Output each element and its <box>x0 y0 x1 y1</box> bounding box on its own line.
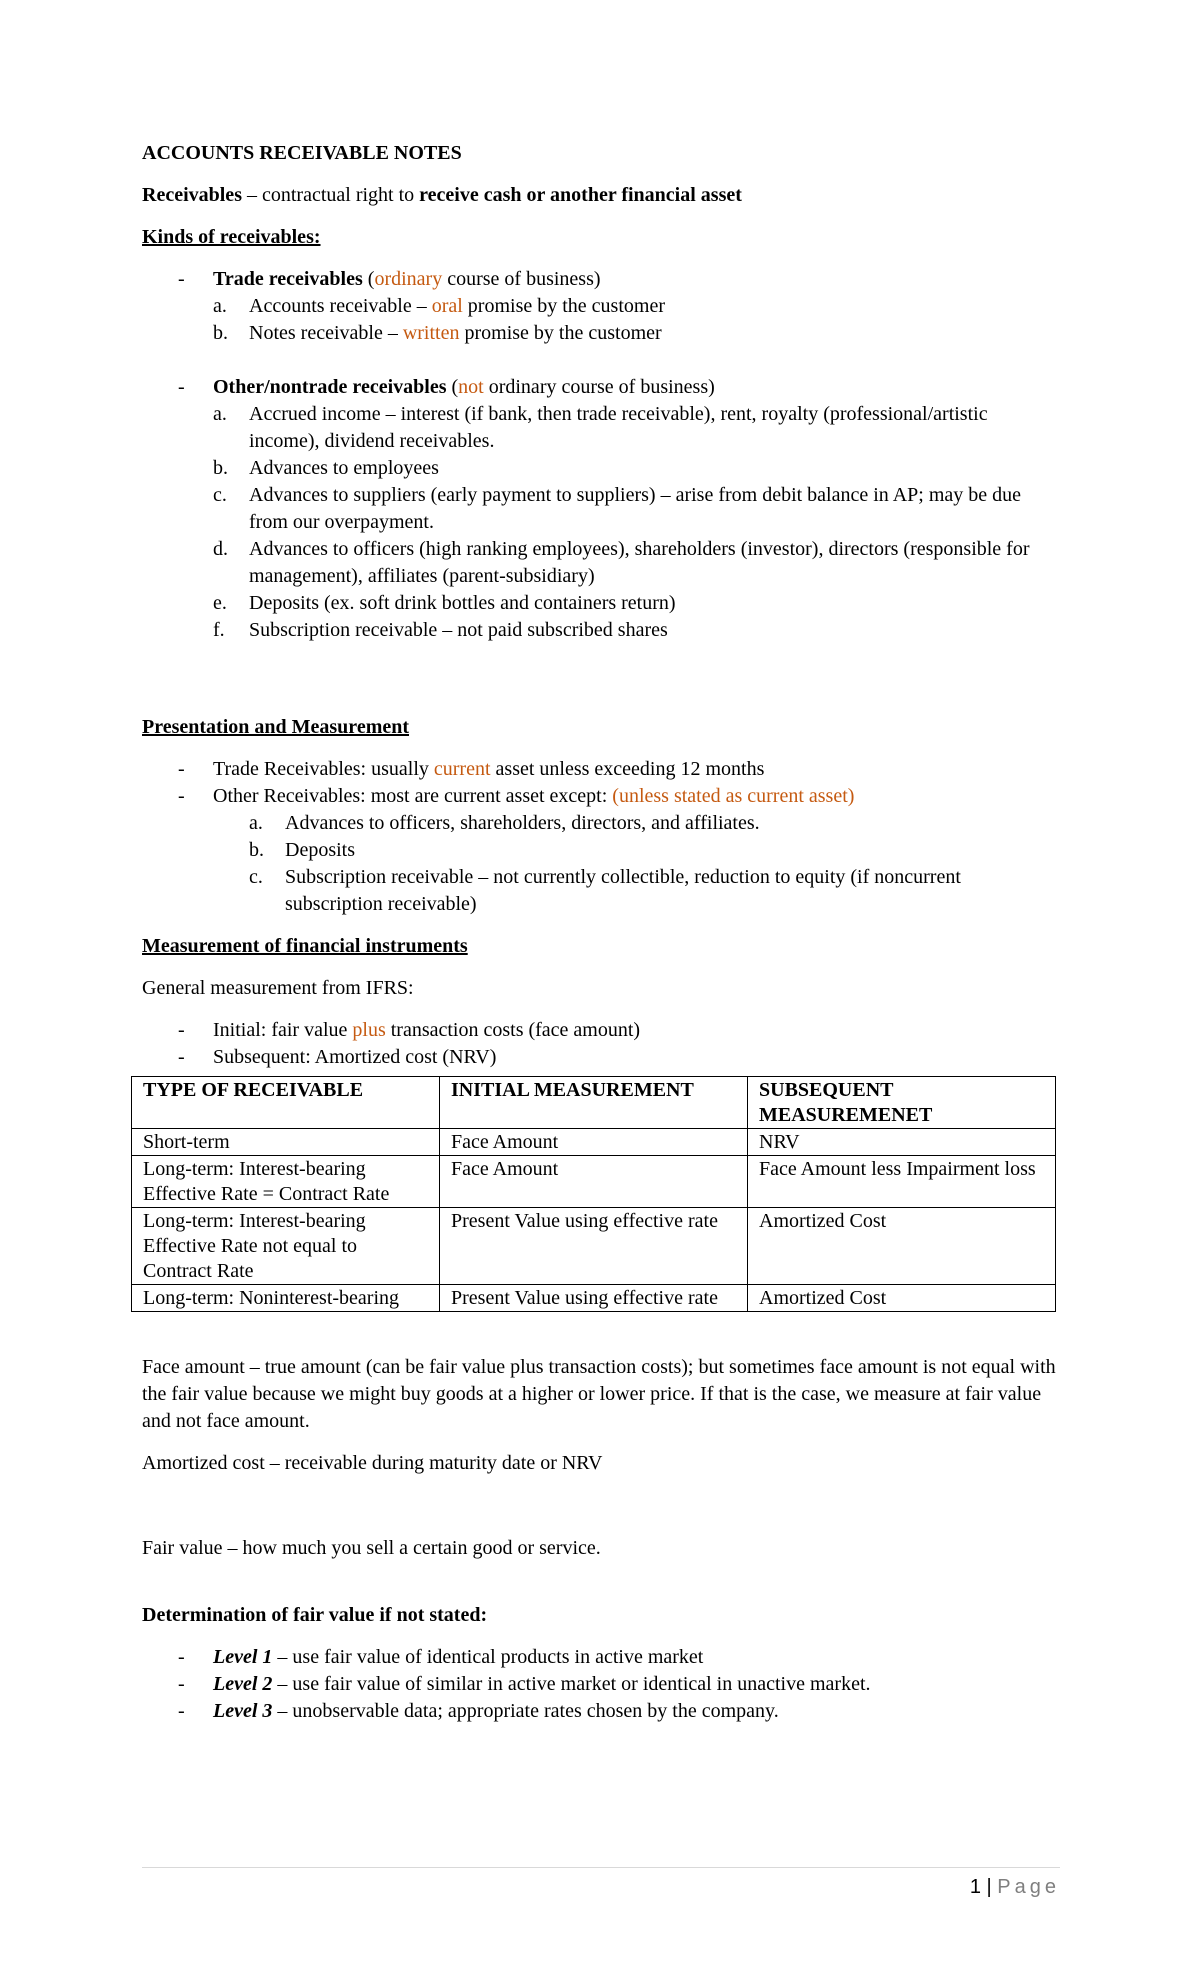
list-item: - Level 3 – unobservable data; appropriate rates chosen by the company. <box>142 1698 1060 1725</box>
document-page <box>142 140 1060 1725</box>
page-number: 1 <box>969 1876 981 1898</box>
measurement-intro: General measurement from IFRS: <box>142 977 414 999</box>
other-receivables-item: - Other/nontrade receivables (not ordinary course of business) a. Accrued income – interest (if bank, then trade receivable), rent, royalty (professional/artistic income), dividend receivables. b. Advances to employees c. Advances to suppliers (early payment to suppliers) – arise from debit balance in AP; may be due from our overpayment. d. Advances to officers (high ranking employees), shareholders (investor), directors (responsible for management), affiliates (parent-subsidiary) e. Deposits (ex. soft drink bottles and containers return) f. Subscription receivable – not paid subscribed shares <box>142 374 1060 644</box>
table-row <box>132 1285 1056 1312</box>
list-item: a. Accounts receivable – oral promise by the customer <box>213 295 665 317</box>
footer-divider <box>142 1867 1060 1868</box>
kinds-list <box>142 266 1060 644</box>
list-item: b. Notes receivable – written promise by the customer <box>213 322 662 344</box>
measurement-list <box>142 1017 1060 1071</box>
list-item: - Other Receivables: most are current asset except: (unless stated as current asset) a. Advances to officers, shareholders, directors, and affiliates. b. Deposits c. Subscription receivable – not currently collectible, reduction to equity (if noncurrent subscription receivable) <box>142 783 1060 918</box>
list-item: a. Advances to officers, shareholders, directors, and affiliates. <box>249 812 760 834</box>
table-row <box>132 1208 1056 1285</box>
fair-value-note: Fair value – how much you sell a certain good or service. <box>142 1537 601 1559</box>
fair-value-levels <box>142 1644 1060 1725</box>
table-cell: Face Amount <box>440 1156 748 1208</box>
measurement-heading: Measurement of financial instruments <box>142 935 468 957</box>
face-amount-note: Face amount – true amount (can be fair value plus transaction costs); but sometimes face amount is not equal with the fair value because we might buy goods at a higher or lower price. If that is the case, we measure at fair value and not face amount. <box>142 1356 1056 1432</box>
table-cell: Amortized Cost <box>748 1285 1056 1312</box>
measurement-table <box>131 1076 1056 1312</box>
table-cell: NRV <box>748 1129 1056 1156</box>
table-cell: Amortized Cost <box>748 1208 1056 1285</box>
table-cell: Face Amount less Impairment loss <box>748 1156 1056 1208</box>
fair-value-heading: Determination of fair value if not stated: <box>142 1604 488 1626</box>
amortized-cost-note: Amortized cost – receivable during maturity date or NRV <box>142 1452 603 1474</box>
trade-receivables-item: - Trade receivables (ordinary course of business) a. Accounts receivable – oral promise by the customer b. Notes receivable – written promise by the customer <box>142 266 1060 347</box>
table-row <box>132 1129 1056 1156</box>
table-cell: Short-term <box>132 1129 440 1156</box>
trade-subitems <box>213 293 1060 347</box>
list-item: e. Deposits (ex. soft drink bottles and containers return) <box>213 592 676 614</box>
table-header: INITIAL MEASUREMENT <box>440 1077 748 1129</box>
list-item: f. Subscription receivable – not paid subscribed shares <box>213 619 668 641</box>
table-cell: Long-term: Noninterest-bearing <box>132 1285 440 1312</box>
list-item: - Level 2 – use fair value of similar in active market or identical in unactive market. <box>142 1671 1060 1698</box>
table-cell: Face Amount <box>440 1129 748 1156</box>
table-row <box>132 1156 1056 1208</box>
presentation-list <box>142 756 1060 918</box>
list-item: c. Subscription receivable – not currently collectible, reduction to equity (if noncurrent subscription receivable) <box>249 866 961 915</box>
list-item: - Initial: fair value plus transaction costs (face amount) <box>142 1017 1060 1044</box>
presentation-subitems <box>249 810 1060 918</box>
receivables-definition: Receivables – contractual right to receive cash or another financial asset <box>142 184 742 206</box>
list-item: d. Advances to officers (high ranking employees), shareholders (investor), directors (responsible for management), affiliates (parent-subsidiary) <box>213 538 1030 587</box>
list-item: b. Advances to employees <box>213 457 439 479</box>
table-cell: Present Value using effective rate <box>440 1208 748 1285</box>
list-item: - Trade Receivables: usually current asset unless exceeding 12 months <box>142 756 1060 783</box>
document-title: ACCOUNTS RECEIVABLE NOTES <box>142 142 462 164</box>
table-header: SUBSEQUENT MEASUREMENET <box>748 1077 1056 1129</box>
table-cell: Long-term: Interest-bearing Effective Rate not equal to Contract Rate <box>132 1208 440 1285</box>
presentation-heading: Presentation and Measurement <box>142 716 410 738</box>
table-header-row <box>132 1077 1056 1129</box>
list-item: a. Accrued income – interest (if bank, then trade receivable), rent, royalty (professional/artistic income), dividend receivables. <box>213 403 988 452</box>
page-footer: 1 | Page <box>969 1876 1060 1898</box>
kinds-heading: Kinds of receivables: <box>142 226 321 248</box>
list-item: c. Advances to suppliers (early payment to suppliers) – arise from debit balance in AP; may be due from our overpayment. <box>213 484 1022 533</box>
table-cell: Present Value using effective rate <box>440 1285 748 1312</box>
table-cell: Long-term: Interest-bearing Effective Rate = Contract Rate <box>132 1156 440 1208</box>
list-item: - Subsequent: Amortized cost (NRV) <box>142 1044 1060 1071</box>
list-item: b. Deposits <box>249 839 355 861</box>
page-label: Page <box>997 1876 1060 1898</box>
table-header: TYPE OF RECEIVABLE <box>132 1077 440 1129</box>
other-subitems <box>213 401 1060 644</box>
list-item: - Level 1 – use fair value of identical products in active market <box>142 1644 1060 1671</box>
